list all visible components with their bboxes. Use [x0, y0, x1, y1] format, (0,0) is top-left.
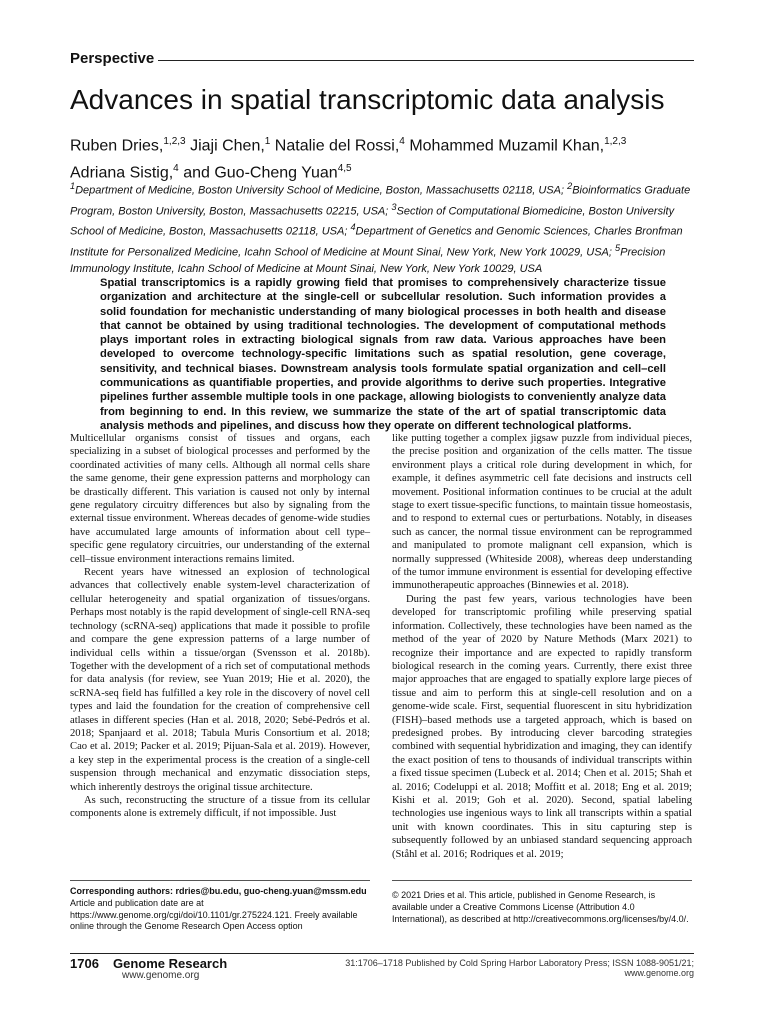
affiliation-sup: 3 — [391, 201, 397, 212]
body-paragraph: Multicellular organisms consist of tissues and organs, each specializing in a subset of biological processes and performed by the coordinated activities of many cells. Although all normal cells share the same genome, their gene expression patterns and morphology can be drastically different. This variation is caused not only by internal gene regulatory circuitry differences but also by signaling from the external tissue environment. Whereas decades of genome-wide studies have accumulated large amounts of information about cell type–specific gene regulatory circuitries, our understanding of the external cell–tissue environment interactions remains limited. — [70, 433, 370, 565]
author-name: Jiaji Chen, — [190, 137, 265, 155]
citation-line: 31:1706–1718 Published by Cold Spring Harbor Laboratory Press; ISSN 1088-9051/21; www.genome.org — [345, 958, 694, 978]
affiliation-sup: 4 — [350, 222, 356, 233]
author-list — [70, 130, 694, 185]
author-affiliation-sup: 1,2,3 — [604, 136, 627, 147]
page-number: 1706 — [70, 956, 99, 971]
footnote-rule — [70, 880, 370, 881]
footnote-rule — [392, 880, 692, 881]
author-name: Natalie del Rossi, — [274, 137, 400, 155]
affiliation-text: Bioinformatics Graduate Program, Boston University, Boston, Massachusetts 02215, USA; — [70, 184, 691, 218]
affiliations — [70, 178, 694, 277]
body-paragraph: like putting together a complex jigsaw puzzle from individual pieces, the precise position and organization of the cells matter. The tissue environment plays a critical role during development in which, for example, it defines asymmetric cell fate decisions and instructs cell movement. Positional information continues to be crucial at the adult stage to exert tissue-specific functions, to maintain tissue homeostasis, and to respond to external cues or perturbations. Notably, in diseases such as cancer, the normal tissue environment can be reprogrammed and manipulated to promote malignant cell expansion, which is normally suppressed (Whiteside 2008), whereas deep understanding of the tumor immune environment is essential for developing effective immunotherapeutic approaches (Binnewies et al. 2018). — [392, 433, 692, 592]
author-affiliation-sup: 1,2,3 — [163, 136, 186, 147]
journal-url: www.genome.org — [122, 970, 200, 981]
author-affiliation-sup: 1 — [264, 136, 271, 147]
affiliation-sup: 2 — [567, 181, 573, 191]
body-paragraph: As such, reconstructing the structure of a tissue from its cellular components alone is extremely difficult, if not impossible. Just — [70, 794, 370, 820]
affiliation-sup: 5 — [615, 242, 621, 253]
affiliation-text: Section of Computational Biomedicine, Boston University School of Medicine, Boston, Massachusetts 02118, USA; — [70, 205, 675, 238]
article-title: Advances in spatial transcriptomic data analysis — [70, 84, 665, 115]
author-name: Ruben Dries, — [70, 137, 164, 155]
author-name: and Guo-Cheng Yuan — [183, 164, 338, 182]
footnote-left — [70, 886, 370, 933]
author-affiliation-sup: 4 — [399, 136, 405, 147]
journal-name: Genome Research — [113, 956, 228, 971]
body-paragraph: Recent years have witnessed an explosion of technological advances that collectively enable system-level characterization of cellular heterogeneity and spatial organization of tissues/organs. Perhaps most notably is the rapid development of single-cell RNA-seq technology (scRNA-seq) applications that made it possible to profile and compare the gene expression patterns of a large number of individual cells within a tissue/organ (Svensson et al. 2018b). Together with the development of a rich set of computational methods for data analysis (for review, see Yuan 2019; Hie et al. 2020), the scRNA-seq field has fulfilled a key role in the discovery of novel cell types and laid the foundation for the creation of comprehensive cell atlases in different species (Han et al. 2018, 2020; Sebé-Pedrós et al. 2018; Spanjaard et al. 2018; Tabula Muris Consortium et al. 2018; Cao et al. 2019; Packer et al. 2019; Pijuan-Sala et al. 2019). However, a key step in the experimental process is the creation of a single-cell suspension through mechanical and enzymatic dissociation steps, which inherently destroys the original tissue architecture. — [70, 567, 370, 793]
author-name: Adriana Sistig, — [70, 164, 174, 182]
author-affiliation-sup: 4 — [173, 163, 179, 175]
author-affiliation-sup: 4,5 — [337, 163, 352, 175]
header-rule — [70, 60, 694, 61]
affiliation-text: Department of Genetics and Genomic Sciences, Charles Bronfman Institute for Personalized Medicine, Icahn School of Medicine at Mount Sinai, New York, New York 10029, USA; — [70, 225, 683, 259]
body-column-right — [392, 432, 692, 861]
affiliation-text: Precision Immunology Institute, Icahn School of Medicine at Mount Sinai, New York, New York 10029, USA — [70, 246, 666, 275]
body-paragraph: During the past few years, various technologies have been developed for transcriptomic profiling while preserving spatial information. Collectively, these technologies have been named as the method of the year of 2020 by Nature Methods (Marx 2021) to recognize their importance and are expected to rapidly transform biological research in the coming years. Currently, there exist three major approaches that are engaged to spatially explore large pieces of tissue and aim to perform this at single-cell resolution and on a genome-wide scale. First, sequential fluorescent in situ hybridization (FISH)–based methods use a targeted approach, which is based on predesigned probes. By introducing clever barcoding strategies combined with sequential hybridization and imaging, they can identify the exact position of tens to thousands of individual transcripts within a fixed tissue specimen (Lubeck et al. 2014; Chen et al. 2015; Shah et al. 2016; Codeluppi et al. 2018; Moffitt et al. 2018; Eng et al. 2019; Kishi et al. 2019; Goh et al. 2020). Second, spatial labeling technologies use ingenious ways to link all transcripts within a spatial unit with known coordinates. This in situ capturing step is subsequently followed by an unbiased standard sequencing approach (Ståhl et al. 2016; Rodriques et al. 2019; — [392, 593, 692, 860]
corresponding-authors: Corresponding authors: rdries@bu.edu, guo-cheng.yuan@mssm.edu — [70, 886, 367, 896]
section-label: Perspective — [70, 50, 158, 67]
abstract: Spatial transcriptomics is a rapidly growing field that promises to comprehensively characterize tissue organization and architecture at the single-cell or subcellular resolution. Such information provides a solid foundation for mechanistic understanding of many biological processes in both health and disease that cannot be obtained by using traditional technologies. The development of computational methods plays important roles in extracting biological signals from raw data. Various approaches have been developed to overcome technology-specific limitations such as spatial resolution, gene coverage, sensitivity, and technical biases. Downstream analysis tools formulate spatial organization and cell–cell communications as quantifiable properties, and provide algorithms to derive such properties. Integrative pipelines further assemble multiple tools in one package, allowing biologists to conveniently analyze data from beginning to end. In this review, we summarize the state of the art of spatial transcriptomic data analysis methods and pipelines, and discuss how they operate on different technological platforms. — [100, 277, 666, 432]
article-info: Article and publication date are at https://www.genome.org/cgi/doi/10.1101/gr.275224.121. Freely available online through the Genome Research Open Access option — [70, 897, 358, 932]
footer-rule — [70, 953, 694, 954]
license-note: © 2021 Dries et al. This article, published in Genome Research, is available under a Creative Commons License (Attribution 4.0 International), as described at http://creativecommons.org/licenses/by/4.0/. — [392, 890, 689, 924]
affiliation-text: Department of Medicine, Boston University School of Medicine, Boston, Massachusetts 02118, USA; — [75, 184, 565, 197]
body-column-left — [70, 432, 370, 821]
affiliation-sup: 1 — [70, 181, 76, 191]
author-name: Mohammed Muzamil Khan, — [409, 137, 605, 155]
